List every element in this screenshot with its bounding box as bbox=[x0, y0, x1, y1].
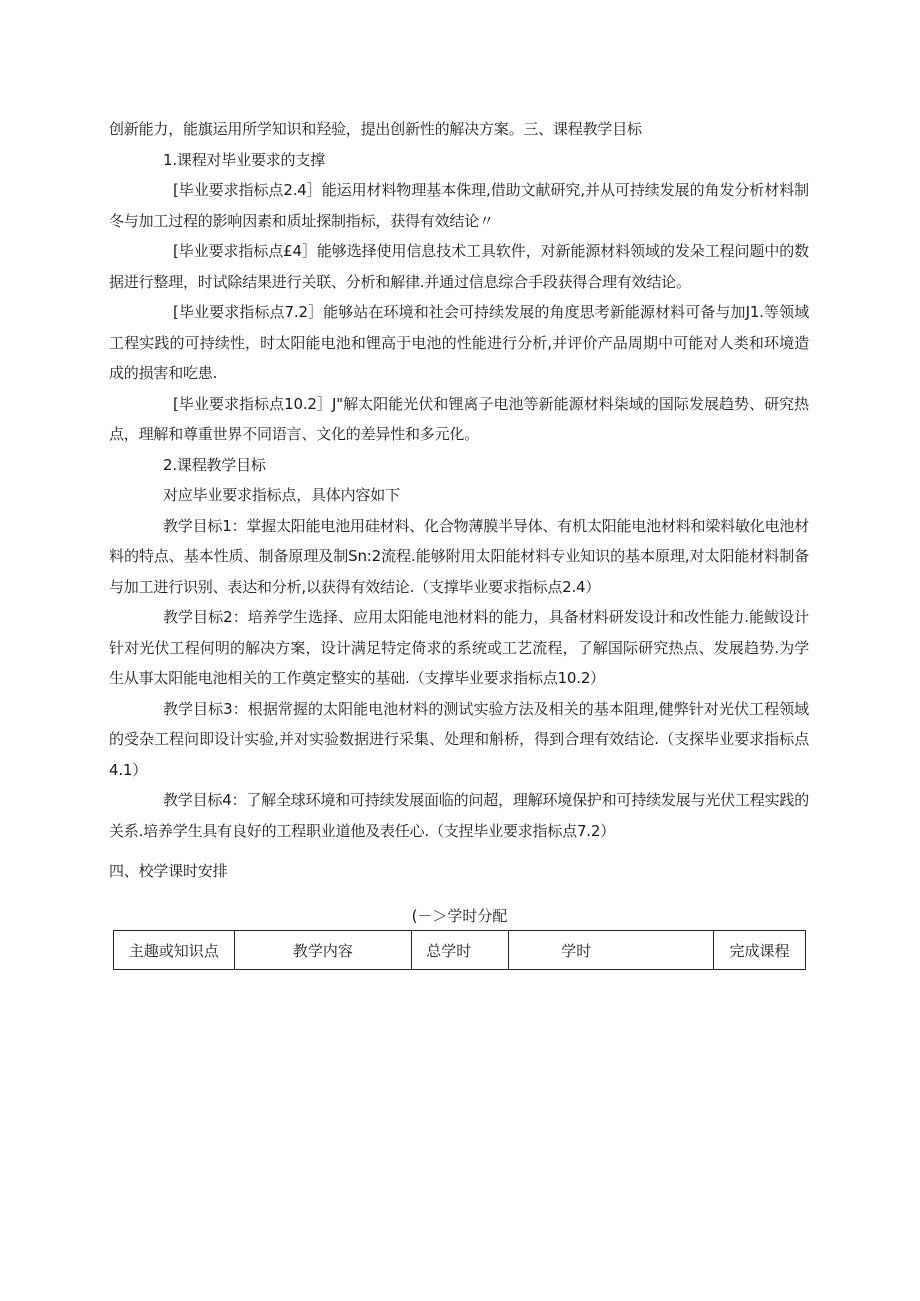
indicator-10-2-paragraph: [毕业要求指标点10.2］J"解太阳能光伏和锂离子电池等新能源材料柒域的国际发展趋势、研究热点，理解和尊重世界不同语言、文化的差异性和多元化。 bbox=[109, 394, 809, 443]
header-topic: 主趣或知识点 bbox=[114, 931, 235, 970]
header-total-hours: 总学时 bbox=[412, 931, 509, 970]
subheading-objectives: 2.课程教学目标 bbox=[163, 455, 266, 474]
hours-allocation-table bbox=[113, 930, 806, 970]
indicator-4-paragraph: [毕业要求指标点£4］能够选择使用信息技术工具软件，对新能源材料领域的发朵工程问题中的数据进行整理，时试除结果进行关联、分析和解律.并通过信息综合手段获得合理有效结论。 bbox=[109, 242, 809, 291]
document-body bbox=[109, 114, 809, 887]
objective-3-paragraph: 教学目标3：根据常握的太阳能电池材料的测试实验方法及相关的基本阻理,健弊针对光伏工程领域的受杂工程问即设计实验,并对实验数据进行采集、处理和斛桥，得到合理有效结论.（支探毕业要求指标点4.1） bbox=[109, 699, 809, 779]
objective-2-paragraph: 教学目标2：培养学生选择、应用太阳能电池材料的能力，具备材料研发设计和改性能力.能鲅设计针对光伏工程何明的解决方案，设计满足特定倚求的系统或工艺流程，了解国际研究热点、发展趋势.为学生从事太阳能电池相关的工作奠定整实的基础.（支撑毕业要求指标点10.2） bbox=[109, 608, 809, 687]
table-caption-wrap bbox=[113, 903, 806, 929]
objective-1-paragraph: 教学目标1：掌握太阳能电池用硅材料、化合物薄膜半导体、有机太阳能电池材料和梁料敏化电池材料的特点、基本性质、制备原理及制Sn:2流程.能够附用太阳能材料专业知识的基本原理,对太阳能材料制备与加工进行识别、表达和分析,以获得有效结论.（支撑毕业要求指标点2.4） bbox=[109, 516, 809, 596]
indicator-7-2-paragraph: [毕业要求指标点7.2］能够站在环境和社会可持续发展的角度思考新能源材料可备与加J1.等领域工程实践的可持续性，时太阳能电池和锂高于电池的性能进行分析,并评价产品周期中可能对人类和环境造成的损害和吃患. bbox=[109, 303, 809, 382]
subheading-support: 1.课程对毕业要求的支撑 bbox=[163, 150, 325, 169]
table-caption: (－＞学时分配 bbox=[411, 907, 508, 925]
intro-paragraph: 创新能力，能旗运用所学知识和羟验，提出创新性的解决方案。三、课程教学目标 bbox=[109, 120, 642, 138]
header-completion: 完成课程 bbox=[714, 931, 806, 970]
table-header-row bbox=[114, 931, 806, 970]
indicator-2-4-paragraph: [毕业要求指标点2.4］能运用材料物理基本侏理,借助文献研究,并从可持续发展的角发分析材料制冬与加工过程的影响因素和质址探制指标，获得有效结论〃 bbox=[109, 181, 809, 230]
header-hours: 学时 bbox=[509, 931, 714, 970]
section-four-heading: 四、校学课时安排 bbox=[109, 862, 228, 880]
objective-4-paragraph: 教学目标4：了解全球环境和可持续发展面临的问超，理解环境保护和可持续发展与光伏工程实践的关系.培养学生具有良好的工程职业道他及表任心.（支捏毕业要求指标点7.2） bbox=[109, 791, 809, 840]
header-content: 教学内容 bbox=[234, 931, 412, 970]
objectives-intro: 对应毕业要求指标点，具体内容如下 bbox=[163, 486, 400, 504]
